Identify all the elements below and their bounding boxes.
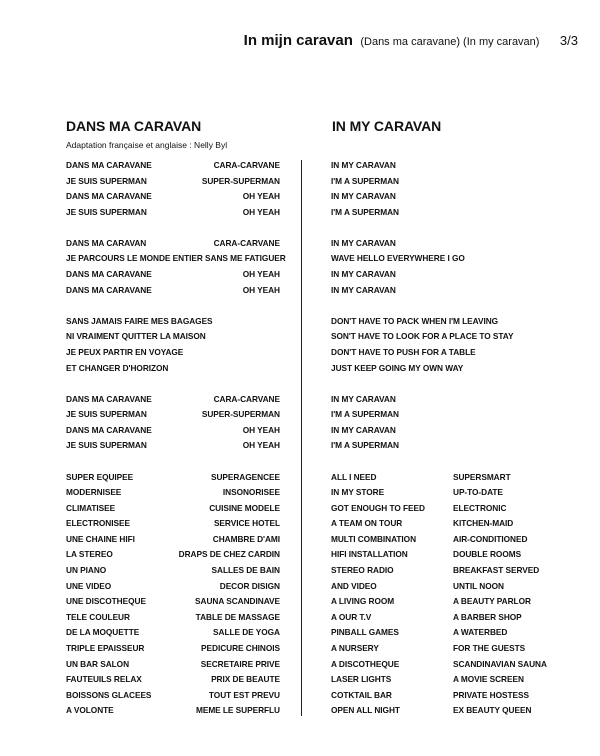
lyric-response: A WATERBED — [453, 627, 508, 638]
lyric-line — [331, 205, 551, 221]
lyric-response: MEME LE SUPERFLU — [195, 705, 280, 716]
lyric-text: IN MY CARAVAN — [331, 237, 396, 248]
lyric-text: JE SUIS SUPERMAN — [66, 409, 147, 420]
lyric-text: DANS MA CARAVANE — [66, 424, 152, 435]
lyric-response: TOUT EST PREVU — [208, 689, 280, 700]
lyric-response: SERVICE HOTEL — [213, 518, 280, 529]
lyric-response: A MOVIE SCREEN — [453, 674, 524, 685]
lyric-response: SUPER-SUPERMAN — [201, 175, 280, 186]
lyric-line — [331, 703, 551, 719]
lyric-text: ET CHANGER D'HORIZON — [66, 362, 169, 373]
lyric-text: DANS MA CARAVANE — [66, 160, 152, 170]
lyric-line — [66, 438, 280, 454]
lyric-stanza — [331, 392, 551, 454]
lyric-line — [331, 407, 551, 423]
french-column-title: DANS MA CARAVAN — [66, 118, 202, 134]
lyric-text: IN MY CARAVAN — [331, 393, 396, 404]
lyric-line — [66, 174, 280, 190]
lyric-text: UNE VIDEO — [66, 580, 112, 591]
lyric-line — [66, 563, 280, 579]
lyric-stanza — [66, 392, 280, 454]
lyric-line — [331, 392, 551, 408]
lyric-text: I'M A SUPERMAN — [331, 175, 399, 186]
lyric-response: DRAPS DE CHEZ CARDIN — [178, 549, 280, 560]
lyric-text: NI VRAIMENT QUITTER LA MAISON — [66, 331, 206, 342]
lyric-line — [331, 361, 551, 377]
lyric-text: WAVE HELLO EVERYWHERE I GO — [331, 253, 465, 264]
lyric-text: I'M A SUPERMAN — [331, 440, 399, 451]
lyric-line — [331, 672, 551, 688]
lyric-text: DE LA MOQUETTE — [66, 627, 140, 638]
lyric-line — [66, 329, 280, 345]
lyric-text: A VOLONTE — [66, 705, 114, 716]
lyric-response: INSONORISEE — [222, 487, 280, 498]
lyric-line — [66, 625, 280, 641]
lyric-text: DANS MA CARAVANE — [66, 284, 152, 295]
lyric-line — [331, 345, 551, 361]
lyric-text: SON'T HAVE TO LOOK FOR A PLACE TO STAY — [331, 331, 514, 342]
lyric-response: DOUBLE ROOMS — [453, 549, 522, 560]
lyric-text: JE SUIS SUPERMAN — [66, 440, 147, 451]
lyric-line — [66, 703, 280, 719]
french-lyrics — [66, 158, 286, 735]
lyric-response: OH YEAH — [242, 191, 280, 202]
lyric-line — [66, 657, 280, 673]
lyric-response: FOR THE GUESTS — [453, 643, 526, 654]
lyric-line — [331, 267, 551, 283]
lyric-text: TELE COULEUR — [66, 611, 130, 622]
lyric-line — [66, 470, 280, 486]
lyric-line — [331, 423, 551, 439]
lyric-response: SALLE DE YOGA — [213, 627, 280, 638]
lyric-response: TABLE DE MASSAGE — [195, 611, 280, 622]
lyric-text: ALL I NEED — [331, 471, 377, 482]
lyric-text: UNE DISCOTHEQUE — [66, 596, 146, 607]
lyric-response: UNTIL NOON — [453, 580, 504, 591]
lyric-line — [66, 672, 280, 688]
lyric-response: SECRETAIRE PRIVE — [200, 658, 280, 669]
lyric-line — [331, 158, 551, 174]
lyric-response: A BEAUTY PARLOR — [453, 596, 531, 607]
lyric-line — [66, 485, 280, 501]
lyric-text: IN MY CARAVAN — [331, 269, 396, 280]
lyric-response: OH YEAH — [242, 269, 280, 280]
lyric-line — [66, 641, 280, 657]
lyric-text: JE PEUX PARTIR EN VOYAGE — [66, 346, 184, 357]
lyric-text: DON'T HAVE TO PUSH FOR A TABLE — [331, 346, 476, 357]
lyric-text: BOISSONS GLACEES — [66, 689, 152, 700]
lyric-text: I'M A SUPERMAN — [331, 206, 399, 217]
lyric-text: SANS JAMAIS FAIRE MES BAGAGES — [66, 315, 213, 326]
lyric-line — [66, 688, 280, 704]
lyric-line — [66, 547, 280, 563]
lyric-stanza — [66, 314, 280, 376]
lyric-text: A OUR T.V — [331, 611, 372, 622]
lyric-response: UP-TO-DATE — [453, 487, 503, 498]
song-subtitle: (Dans ma caravane) (In my caravan) — [360, 36, 540, 48]
lyric-line — [66, 189, 280, 205]
lyric-line — [331, 438, 551, 454]
lyric-line — [66, 516, 280, 532]
lyric-response: OH YEAH — [242, 206, 280, 217]
lyric-text: JE SUIS SUPERMAN — [66, 175, 147, 186]
lyric-line — [331, 251, 551, 267]
lyric-response: SUPERSMART — [453, 471, 511, 482]
lyric-line — [66, 158, 280, 174]
lyric-text: COTKTAIL BAR — [331, 689, 392, 700]
column-divider — [301, 160, 302, 716]
lyric-text: DANS MA CARAVANE — [66, 191, 152, 202]
lyric-line — [331, 501, 551, 517]
lyric-text: A TEAM ON TOUR — [331, 518, 403, 529]
lyric-line — [66, 236, 280, 252]
lyric-response: PEDICURE CHINOIS — [201, 643, 280, 654]
lyric-text: SUPER EQUIPEE — [66, 471, 134, 482]
lyric-line — [66, 532, 280, 548]
lyric-line — [331, 610, 551, 626]
lyric-response: SAUNA SCANDINAVE — [195, 596, 280, 607]
lyric-response: A BARBER SHOP — [453, 611, 522, 622]
lyric-text: FAUTEUILS RELAX — [66, 674, 142, 685]
lyric-line — [331, 329, 551, 345]
lyric-text: A DISCOTHEQUE — [331, 658, 400, 669]
lyric-text: DANS MA CARAVANE — [66, 269, 152, 280]
lyric-response: CARA-CARVANE — [213, 393, 280, 404]
lyric-text: A LIVING ROOM — [331, 596, 395, 607]
lyric-line — [66, 345, 280, 361]
lyric-text: HIFI INSTALLATION — [331, 549, 408, 560]
lyric-text: JUST KEEP GOING MY OWN WAY — [331, 362, 464, 373]
lyric-text: GOT ENOUGH TO FEED — [331, 502, 425, 513]
adaptation-credit: Adaptation française et anglaise : Nelly Byl — [66, 140, 228, 150]
lyric-response: SUPERAGENCEE — [210, 471, 280, 482]
lyric-line — [331, 516, 551, 532]
lyric-response: OH YEAH — [242, 424, 280, 435]
lyric-text: UN PIANO — [66, 565, 107, 576]
lyric-text: ELECTRONISEE — [66, 518, 130, 529]
lyric-response: CARA-CARVANE — [213, 160, 280, 170]
lyric-response: PRIVATE HOSTESS — [453, 689, 529, 700]
lyric-response: CUISINE MODELE — [209, 502, 280, 513]
lyric-text: LA STEREO — [66, 549, 113, 560]
lyric-text: CLIMATISEE — [66, 502, 116, 513]
lyric-line — [66, 314, 280, 330]
lyric-line — [66, 501, 280, 517]
lyric-text: AND VIDEO — [331, 580, 377, 591]
lyric-line — [66, 392, 280, 408]
lyric-line — [331, 314, 551, 330]
lyric-stanza — [331, 470, 551, 720]
lyric-text: LASER LIGHTS — [331, 674, 392, 685]
lyric-text: IN MY CARAVAN — [331, 424, 396, 435]
lyric-response: SALLES DE BAIN — [211, 565, 280, 576]
lyric-line — [66, 407, 280, 423]
song-title: In mijn caravan — [243, 32, 353, 49]
lyric-response: BREAKFAST SERVED — [453, 565, 540, 576]
lyric-response: PRIX DE BEAUTE — [211, 674, 280, 685]
lyric-line — [66, 283, 280, 299]
page-header — [244, 32, 578, 50]
lyric-response: AIR-CONDITIONED — [453, 533, 528, 544]
lyric-line — [66, 594, 280, 610]
lyric-line — [66, 610, 280, 626]
lyric-text: IN MY CARAVAN — [331, 160, 396, 170]
lyric-line — [331, 579, 551, 595]
lyric-text: A NURSERY — [331, 643, 379, 654]
lyric-stanza — [66, 470, 280, 720]
lyric-line — [331, 283, 551, 299]
lyric-line — [66, 267, 280, 283]
lyric-response: OH YEAH — [242, 440, 280, 451]
lyric-line — [331, 174, 551, 190]
lyric-response: SUPER-SUPERMAN — [201, 409, 280, 420]
lyric-text: UN BAR SALON — [66, 658, 130, 669]
lyric-line — [331, 625, 551, 641]
lyric-text: IN MY STORE — [331, 487, 385, 498]
lyric-line — [331, 189, 551, 205]
lyric-line — [66, 251, 286, 267]
lyric-text: DANS MA CARAVANE — [66, 393, 152, 404]
lyric-text: JE SUIS SUPERMAN — [66, 206, 147, 217]
lyric-response: CARA-CARVANE — [213, 237, 280, 248]
lyric-line — [331, 563, 551, 579]
lyric-text: MULTI COMBINATION — [331, 533, 417, 544]
lyric-text: DON'T HAVE TO PACK WHEN I'M LEAVING — [331, 315, 499, 326]
lyric-response: OH YEAH — [242, 284, 280, 295]
lyric-text: I'M A SUPERMAN — [331, 409, 399, 420]
lyric-line — [331, 485, 551, 501]
lyric-line — [331, 688, 551, 704]
lyric-line — [331, 236, 551, 252]
lyric-stanza — [66, 158, 280, 220]
lyric-line — [66, 361, 280, 377]
lyric-line — [331, 641, 551, 657]
lyric-line — [331, 470, 551, 486]
lyric-stanza — [331, 158, 551, 220]
lyric-stanza — [66, 236, 286, 298]
lyric-line — [331, 594, 551, 610]
english-lyrics — [331, 158, 551, 735]
lyric-line — [331, 532, 551, 548]
lyric-line — [331, 657, 551, 673]
lyric-text: PINBALL GAMES — [331, 627, 399, 638]
lyric-text: IN MY CARAVAN — [331, 191, 396, 202]
page-number: 3/3 — [559, 33, 578, 48]
lyric-text: JE PARCOURS LE MONDE ENTIER SANS ME FATIGUER — [66, 253, 286, 264]
lyric-response: EX BEAUTY QUEEN — [453, 705, 532, 716]
english-column-title: IN MY CARAVAN — [332, 118, 442, 134]
lyric-line — [331, 547, 551, 563]
lyric-text: OPEN ALL NIGHT — [331, 705, 400, 716]
lyric-text: UNE CHAINE HIFI — [66, 533, 135, 544]
lyric-text: MODERNISEE — [66, 487, 122, 498]
lyric-response: CHAMBRE D'AMI — [212, 533, 280, 544]
lyric-response: ELECTRONIC — [453, 502, 507, 513]
lyric-text: IN MY CARAVAN — [331, 284, 396, 295]
lyric-line — [66, 205, 280, 221]
lyric-response: KITCHEN-MAID — [453, 518, 514, 529]
lyric-text: TRIPLE EPAISSEUR — [66, 643, 145, 654]
lyric-response: DECOR DISIGN — [219, 580, 280, 591]
lyric-line — [66, 423, 280, 439]
lyric-line — [66, 579, 280, 595]
lyric-stanza — [331, 236, 551, 298]
lyric-stanza — [331, 314, 551, 376]
lyric-response: SCANDINAVIAN SAUNA — [453, 658, 547, 669]
lyric-text: STEREO RADIO — [331, 565, 394, 576]
lyric-text: DANS MA CARAVAN — [66, 237, 147, 248]
